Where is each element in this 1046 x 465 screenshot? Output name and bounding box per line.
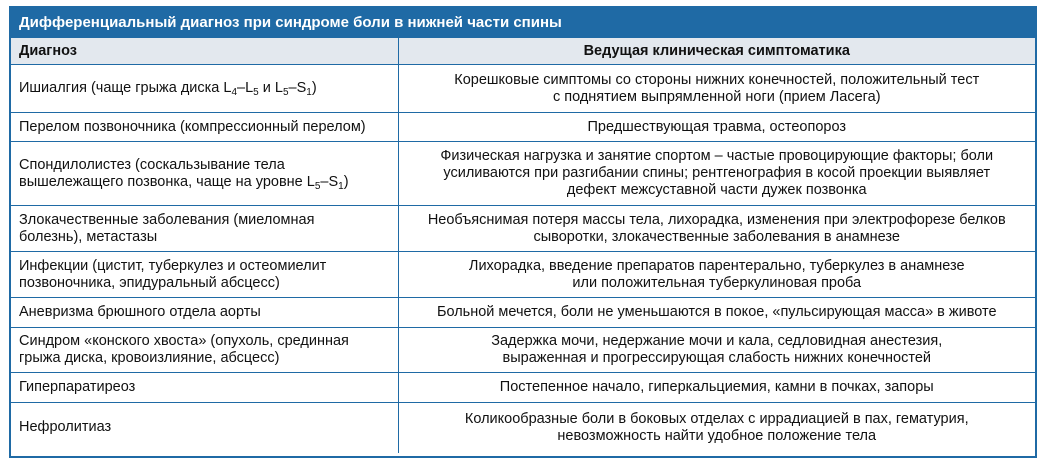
table-row [11,252,1035,298]
diagnosis-cell: Инфекции (цистит, туберкулез и остеомиелит позвоночника, эпидуральный абсцесс) [11,252,398,298]
diagnosis-cell: Гиперпаратиреоз [11,373,398,403]
header-symptoms: Ведущая клиническая симптоматика [398,38,1035,65]
diagnosis-cell: Злокачественные заболевания (миеломная болезнь), метастазы [11,206,398,252]
table-row [11,328,1035,373]
table-row [11,373,1035,403]
symptoms-cell: Задержка мочи, недержание мочи и кала, седловидная анестезия, выраженная и прогрессирующая слабость нижних конечностей [398,328,1035,373]
symptoms-cell: Предшествующая травма, остеопороз [398,113,1035,142]
diagnosis-cell: Нефролитиаз [11,403,398,453]
diagnosis-table [11,38,1035,453]
symptoms-cell: Постепенное начало, гиперкальциемия, камни в почках, запоры [398,373,1035,403]
table-row [11,113,1035,142]
table-row [11,206,1035,252]
table-row [11,142,1035,206]
diagnosis-cell: Перелом позвоночника (компрессионный перелом) [11,113,398,142]
table-row [11,403,1035,453]
symptoms-cell: Лихорадка, введение препаратов парентерально, туберкулез в анамнезе или положительная туберкулиновая проба [398,252,1035,298]
symptoms-cell: Физическая нагрузка и занятие спортом – частые провоцирующие факторы; боли усиливаются при разгибании спины; рентгенография в косой проекции выявляет дефект межсуставной части дужек позвонка [398,142,1035,206]
symptoms-cell: Больной мечется, боли не уменьшаются в покое, «пульсирующая масса» в животе [398,298,1035,328]
diagnosis-cell: Ишиалгия (чаще грыжа диска $L_4-L_5$ и $L_5-S_1$) [11,65,398,113]
table-row [11,298,1035,328]
table-title: Дифференциальный диагноз при синдроме боли в нижней части спины [11,8,1035,38]
diagnosis-cell: Аневризма брюшного отдела аорты [11,298,398,328]
diagnosis-cell: Спондилолистез (соскальзывание тела вышележащего позвонка, чаще на уровне $L_5-S_1$) [11,142,398,206]
symptoms-cell: Необъяснимая потеря массы тела, лихорадка, изменения при электрофорезе белков сыворотки, злокачественные заболевания в анамнезе [398,206,1035,252]
diagnosis-table-frame [9,6,1037,458]
table-header-row [11,38,1035,65]
symptoms-cell: Корешковые симптомы со стороны нижних конечностей, положительный тест с поднятием выпрямленной ноги (прием Ласега) [398,65,1035,113]
header-diagnosis: Диагноз [11,38,398,65]
diagnosis-cell: Синдром «конского хвоста» (опухоль, срединная грыжа диска, кровоизлияние, абсцесс) [11,328,398,373]
symptoms-cell: Коликообразные боли в боковых отделах с иррадиацией в пах, гематурия, невозможность найти удобное положение тела [464,410,969,444]
table-row [11,65,1035,113]
